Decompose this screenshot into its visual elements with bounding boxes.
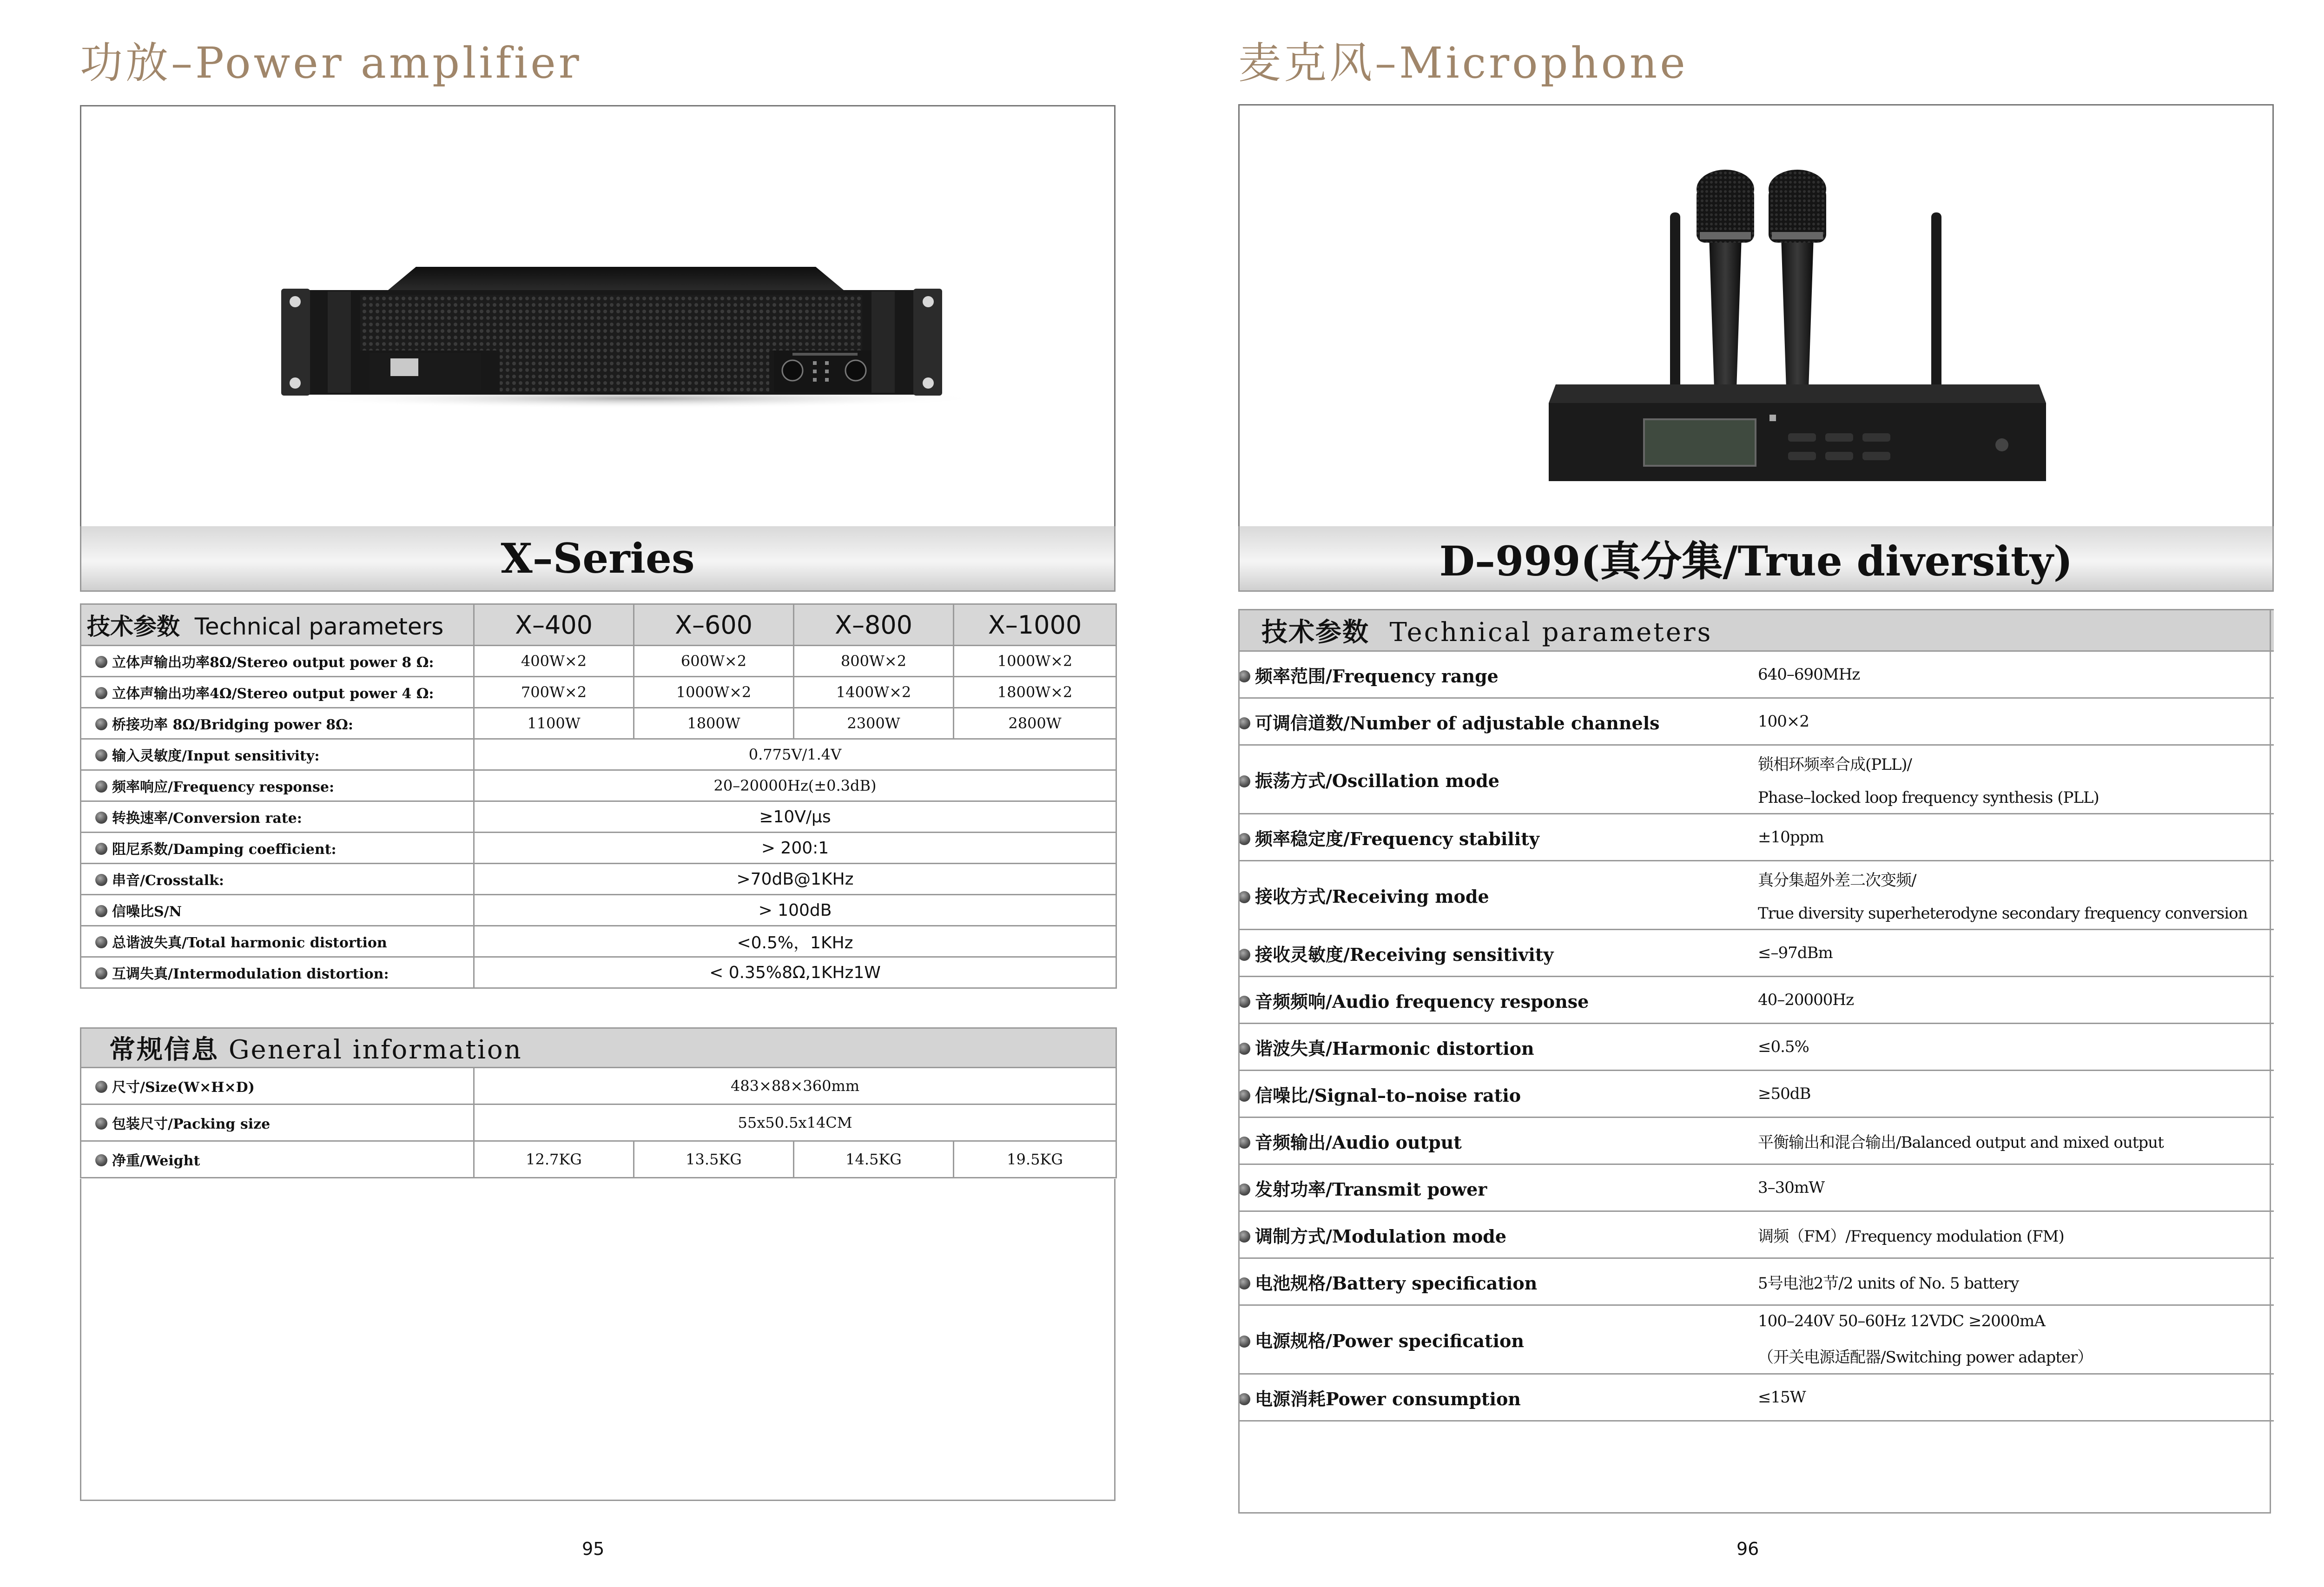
cell-value: 600W×2 [634,646,794,677]
bullet-icon [1238,1043,1250,1055]
cell-value: 1800W [634,708,794,739]
cell-value: 平衡输出和混合输出/Balanced output and mixed output [1754,1118,2274,1164]
table-row [81,926,1116,957]
cell-value: 13.5KG [634,1141,794,1178]
table-row [81,1104,1116,1141]
table-row [81,646,1116,677]
bullet-icon [1238,1090,1250,1102]
row-label: 转换速率/Conversion rate: [81,801,474,833]
table-row [1238,1024,2274,1071]
row-label: 谐波失真/Harmonic distortion [1238,1024,1754,1071]
bullet-icon [95,687,107,699]
cell-value: 2800W [954,708,1116,739]
general-info-label-en: General information [228,1035,522,1065]
bullet-icon [1238,1230,1250,1243]
bullet-icon [1238,1393,1250,1405]
bullet-icon [95,874,107,886]
cell-value: 20–20000Hz(±0.3dB) [474,770,1116,801]
cell-value: 400W×2 [474,646,634,677]
model-x400: X–400 [474,604,634,646]
cell-value: < 0.35%8Ω,1KHz1W [474,957,1116,988]
cell-value: 1100W [474,708,634,739]
cell-value: 调频（FM）/Frequency modulation (FM) [1754,1211,2274,1258]
general-info-header [81,1028,1116,1068]
cell-value: ≥50dB [1754,1071,2274,1118]
power-amplifier-image [81,106,1114,527]
row-label: 净重/Weight [81,1141,474,1178]
row-label: 信噪比/Signal–to–noise ratio [1238,1071,1754,1118]
cell-value: 1000W×2 [954,646,1116,677]
row-label: 桥接功率 8Ω/Bridging power 8Ω: [81,708,474,739]
bullet-icon [95,812,107,824]
bullet-icon [95,656,107,668]
table-row [1238,861,2274,930]
table-header-row [81,604,1116,646]
table-row [81,801,1116,833]
cell-value: 40–20000Hz [1754,977,2274,1024]
cell-value: 640–690MHz [1754,651,2274,698]
bullet-icon [95,1118,107,1130]
table-row [1238,651,2274,698]
tech-params-label-cn: 技术参数 [87,613,180,640]
cell-value: <0.5%，1KHz [474,926,1116,957]
table-row [1238,1071,2274,1118]
cell-value: 1000W×2 [634,677,794,708]
cell-value: 100–240V 50–60Hz 12VDC ≥2000mA （开关电源适配器/Switching power adapter） [1754,1305,2274,1374]
cell-value: 1800W×2 [954,677,1116,708]
tech-params-label-cn: 技术参数 [1261,617,1369,648]
cell-value: 700W×2 [474,677,634,708]
cell-value: 19.5KG [954,1141,1116,1178]
cell-value: 14.5KG [794,1141,954,1178]
row-label: 音频频响/Audio frequency response [1238,977,1754,1024]
cell-value: 锁相环频率合成(PLL)/ Phase–locked loop frequency synthesis (PLL) [1754,745,2274,814]
table-row [81,1068,1116,1104]
table-row [1238,745,2274,814]
cell-value: 3–30mW [1754,1164,2274,1211]
row-label: 总谐波失真/Total harmonic distortion [81,926,474,957]
cell-value: ±10ppm [1754,814,2274,861]
bullet-icon [1238,717,1250,729]
row-label: 振荡方式/Oscillation mode [1238,745,1754,814]
table-row [81,739,1116,770]
cell-value: 55x50.5x14CM [474,1104,1116,1141]
cell-value: ≥10V/μs [474,801,1116,833]
cell-value: 1400W×2 [794,677,954,708]
bullet-icon [95,967,107,979]
cell-value: 2300W [794,708,954,739]
bullet-icon [1238,833,1250,845]
bullet-icon [1238,1184,1250,1196]
model-x1000: X–1000 [954,604,1116,646]
tech-params-label-en: Technical parameters [1389,617,1713,648]
table-row [1238,814,2274,861]
table-row [81,833,1116,864]
row-label: 频率稳定度/Frequency stability [1238,814,1754,861]
row-label: 串音/Crosstalk: [81,864,474,895]
cell-value: > 200:1 [474,833,1116,864]
cell-value: 483×88×360mm [474,1068,1116,1104]
right-page [1164,0,2324,1587]
technical-parameters-table [1238,609,2274,1422]
page-heading: 功放–Power amplifier [80,38,582,88]
cell-value: ≤15W [1754,1374,2274,1421]
bullet-icon [95,780,107,793]
bullet-icon [1238,670,1250,682]
table-row [1238,1118,2274,1164]
row-label: 音频输出/Audio output [1238,1118,1754,1164]
bullet-icon [95,905,107,917]
page-number: 96 [1736,1539,1759,1559]
table-row [81,957,1116,988]
row-label: 电池规格/Battery specification [1238,1258,1754,1305]
row-label: 调制方式/Modulation mode [1238,1211,1754,1258]
table-row [81,677,1116,708]
cell-value: 0.775V/1.4V [474,739,1116,770]
bullet-icon [1238,1137,1250,1149]
row-label: 发射功率/Transmit power [1238,1164,1754,1211]
table-row [1238,698,2274,745]
row-label: 立体声输出功率4Ω/Stereo output power 4 Ω: [81,677,474,708]
cell-value: 100×2 [1754,698,2274,745]
bullet-icon [95,1081,107,1093]
table-header-row [1238,610,2274,651]
table-row [81,895,1116,926]
row-label: 可调信道数/Number of adjustable channels [1238,698,1754,745]
wireless-microphone-image [1240,106,2272,527]
bullet-icon [95,936,107,948]
table-row [1238,1305,2274,1374]
table-row [1238,930,2274,977]
bullet-icon [95,1154,107,1166]
product-title: X–Series [80,526,1116,592]
cell-value: >70dB@1KHz [474,864,1116,895]
row-label: 立体声输出功率8Ω/Stereo output power 8 Ω: [81,646,474,677]
bullet-icon [1238,891,1250,903]
cell-value: 5号电池2节/2 units of No. 5 battery [1754,1258,2274,1305]
general-info-title [81,1028,1116,1068]
model-x800: X–800 [794,604,954,646]
row-label: 频率范围/Frequency range [1238,651,1754,698]
blank-notes-area [80,1179,1116,1501]
table-row [1238,1164,2274,1211]
general-info-label-cn: 常规信息 [109,1034,219,1065]
row-label: 信噪比S/N [81,895,474,926]
row-label: 互调失真/Intermodulation distortion: [81,957,474,988]
cell-value: ≤–97dBm [1754,930,2274,977]
row-label: 阻尼系数/Damping coefficient: [81,833,474,864]
table-row [81,1141,1116,1178]
bullet-icon [95,718,107,730]
table-row [1238,977,2274,1024]
page-number: 95 [582,1539,605,1559]
row-label: 电源规格/Power specification [1238,1305,1754,1374]
table-row [81,770,1116,801]
cell-value: > 100dB [474,895,1116,926]
row-label: 接收灵敏度/Receiving sensitivity [1238,930,1754,977]
product-title: D–999(真分集/True diversity) [1238,526,2274,592]
cell-value: 800W×2 [794,646,954,677]
row-label: 尺寸/Size(W×H×D) [81,1068,474,1104]
table-row [81,708,1116,739]
cell-value: ≤0.5% [1754,1024,2274,1071]
table-row [1238,1374,2274,1421]
bullet-icon [95,749,107,761]
cell-value: 真分集超外差二次变频/ True diversity superheterodyne secondary frequency conversion [1754,861,2274,930]
model-x600: X–600 [634,604,794,646]
microphone-photo-frame [1238,104,2274,528]
bullet-icon [1238,775,1250,787]
general-information-table [80,1027,1117,1178]
tech-params-header [1238,610,2274,651]
row-label: 电源消耗Power consumption [1238,1374,1754,1421]
tech-params-header [81,604,474,646]
page-heading: 麦克风–Microphone [1238,38,1688,88]
bullet-icon [1238,1336,1250,1348]
row-label: 输入灵敏度/Input sensitivity: [81,739,474,770]
bullet-icon [1238,996,1250,1008]
technical-parameters-table [80,603,1117,989]
row-label: 包装尺寸/Packing size [81,1104,474,1141]
row-label: 频率响应/Frequency response: [81,770,474,801]
table-row [1238,1258,2274,1305]
bullet-icon [1238,949,1250,961]
table-row [1238,1211,2274,1258]
bullet-icon [1238,1277,1250,1289]
table-row [81,864,1116,895]
cell-value: 12.7KG [474,1141,634,1178]
bullet-icon [95,843,107,855]
row-label: 接收方式/Receiving mode [1238,861,1754,930]
tech-params-label-en: Technical parameters [194,613,444,640]
amplifier-photo-frame [80,105,1116,528]
